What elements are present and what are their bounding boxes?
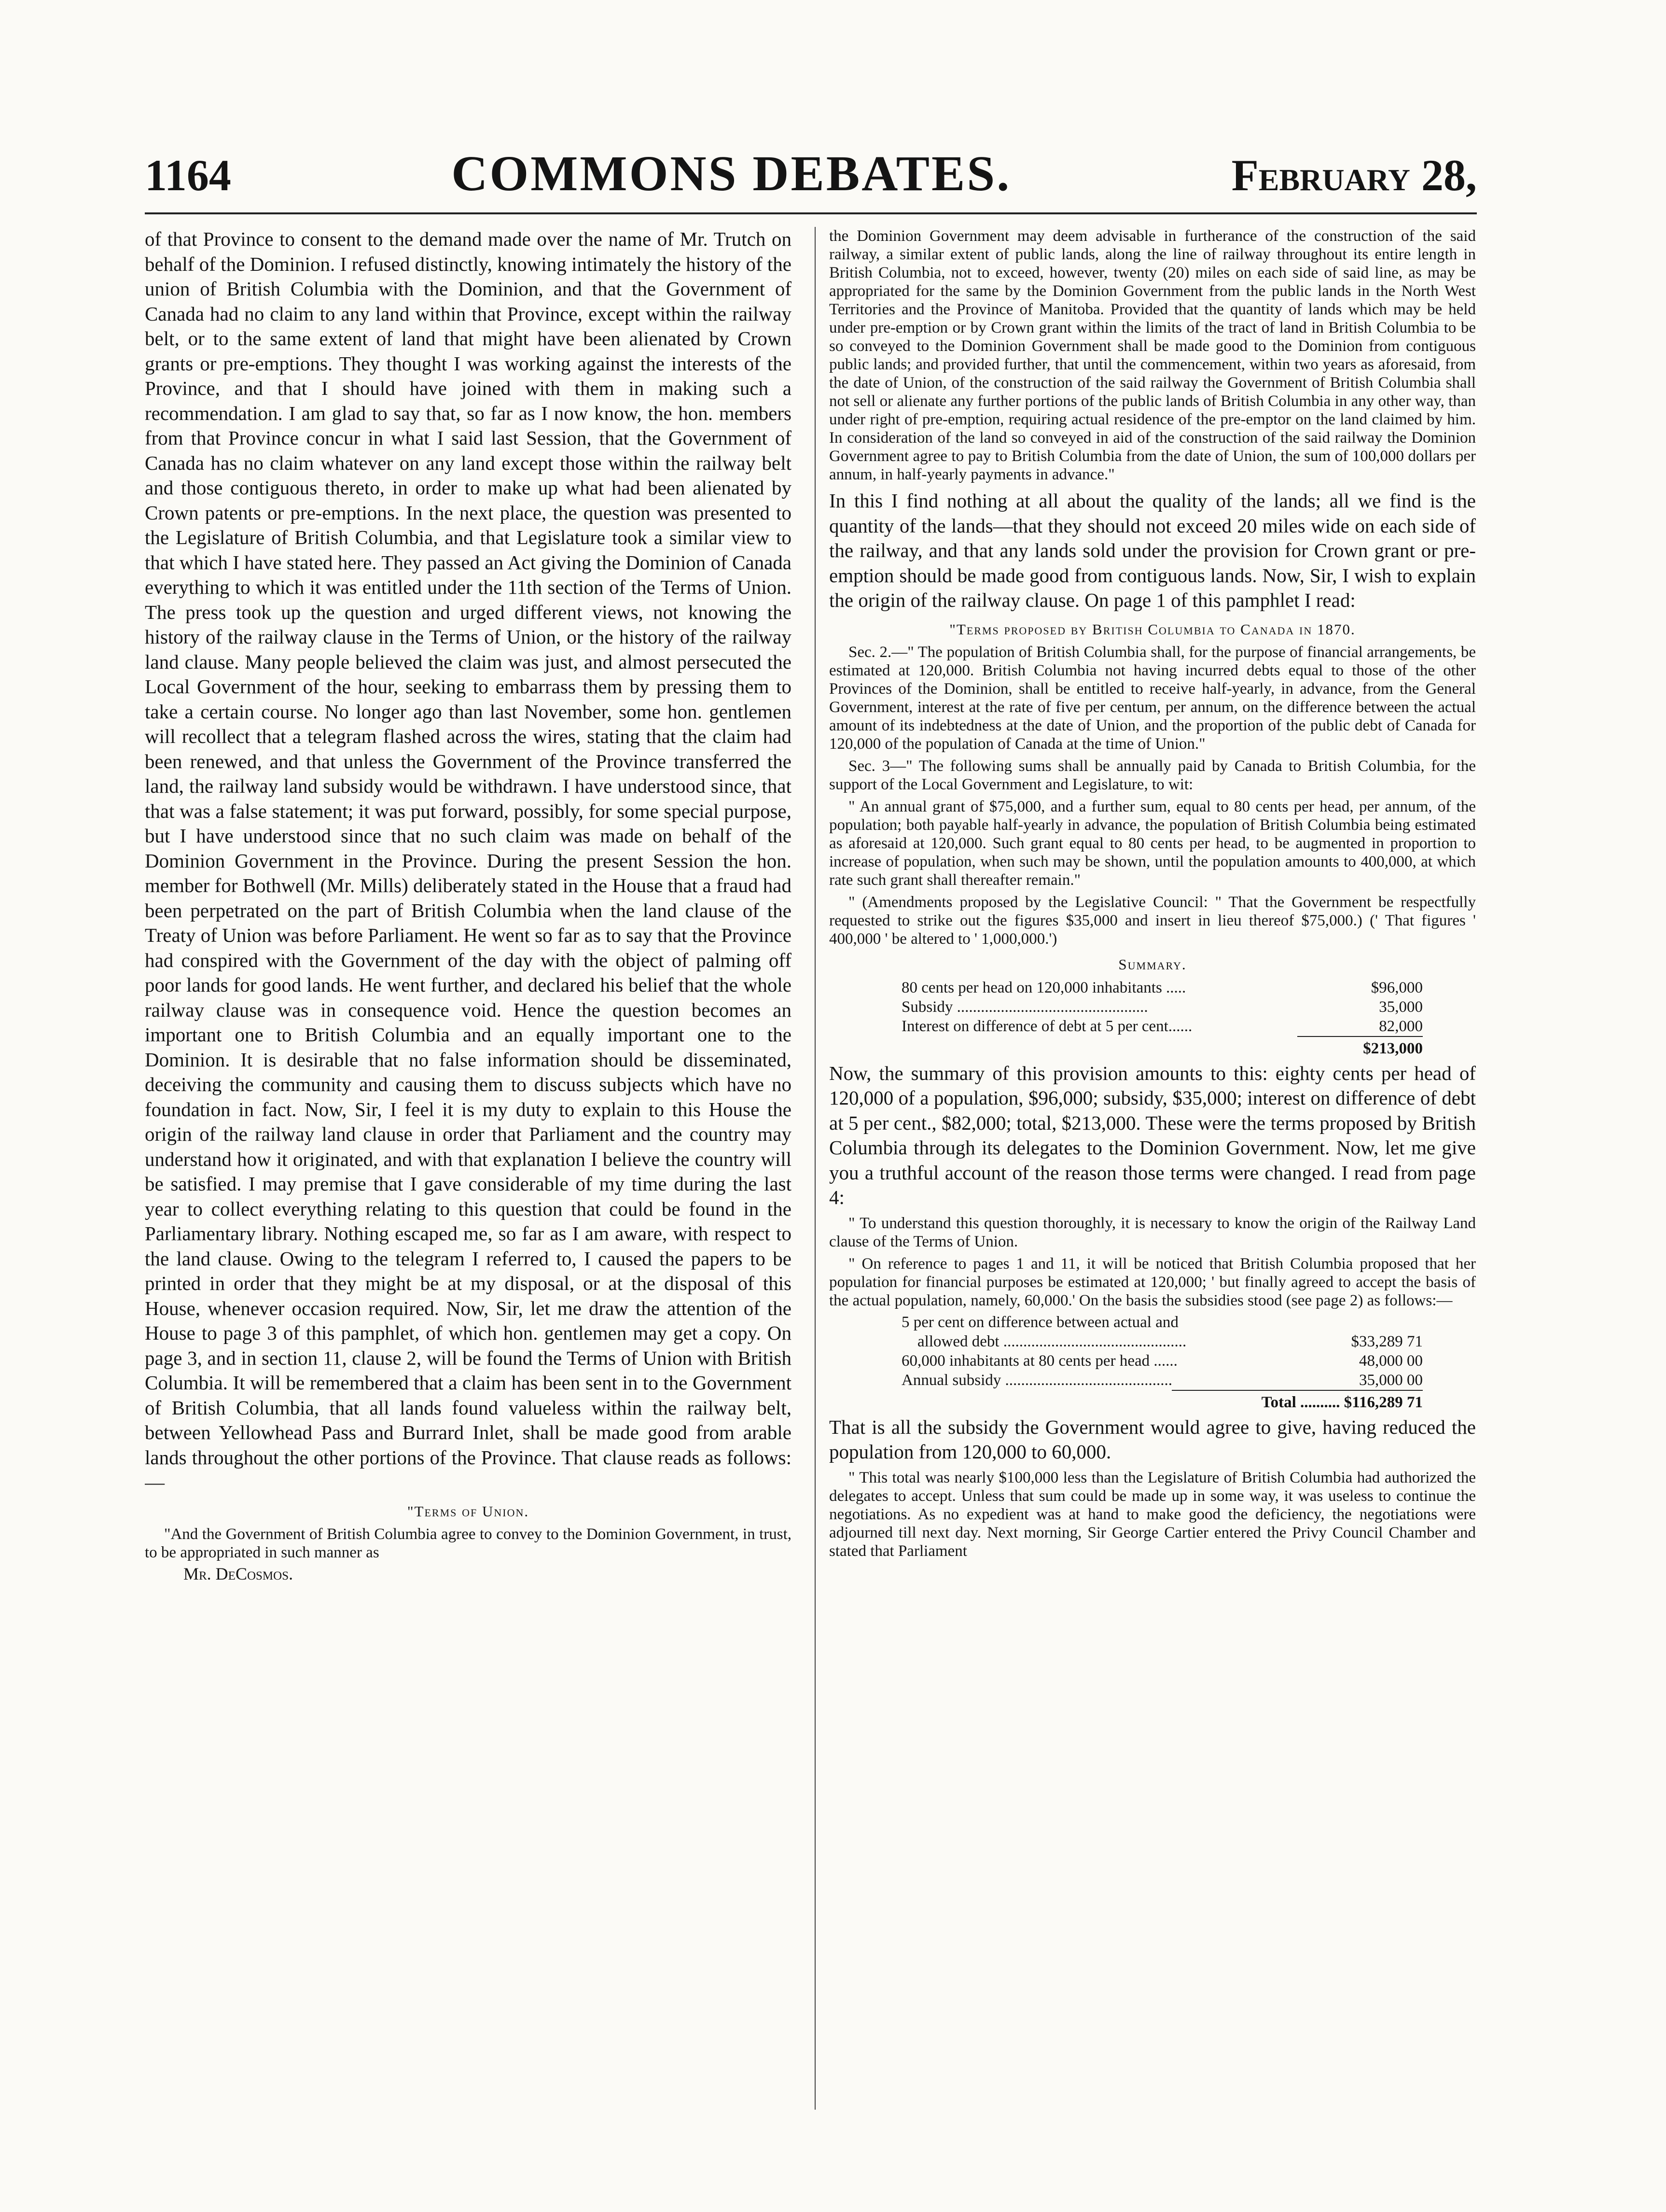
left-column — [145, 227, 791, 2110]
section-heading: "Terms of Union. — [407, 1502, 529, 1520]
quoted-text: "And the Government of British Columbia agree to convey to the Dominion Government, in trust, to be appropriated in such manner as — [145, 1525, 791, 1561]
table-row — [902, 978, 1423, 997]
section-heading: "Terms proposed by British Columbia to Canada in 1870. — [949, 620, 1356, 638]
quoted-text: " This total was nearly $100,000 less than the Legislature of British Columbia had authorized the delegates to accept. Unless that sum could be made up in some way, it was useless to continue the negotiations. As no expedient was at hand to make good the deficiency, the negotiations were adjourned till next day. Next morning, Sir George Cartier entered the Privy Council Chamber and stated that Parliament — [829, 1469, 1476, 1560]
row-label: 60,000 inhabitants at 80 cents per head ...... — [902, 1352, 1178, 1370]
page-date: February 28, — [1231, 151, 1477, 200]
table-row — [902, 1017, 1423, 1036]
row-amount: 35,000 — [1379, 998, 1423, 1016]
summary-table — [902, 978, 1423, 1058]
quoted-text: " On reference to pages 1 and 11, it will be noticed that British Columbia proposed that her population for financial purposes be estimated at 120,000; ' but finally agreed to accept the basis of the actual population, namely, 60,000.' On the basis the subsidies stood (see page 2) as follows:— — [829, 1255, 1476, 1309]
body-paragraph: That is all the subsidy the Government would agree to give, having reduced the population from 120,000 to 60,000. — [829, 1415, 1476, 1463]
speaker-name: Mr. DeCosmos. — [183, 1564, 293, 1583]
summary-total: $213,000 — [1297, 1036, 1423, 1058]
column-divider — [815, 227, 816, 2110]
row-amount: $96,000 — [1371, 979, 1423, 996]
page-title: COMMONS DEBATES. — [451, 146, 1012, 201]
row-amount: 48,000 00 — [1359, 1352, 1423, 1370]
row-label: 80 cents per head on 120,000 inhabitants ..... — [902, 979, 1186, 996]
body-paragraph: Now, the summary of this provision amounts to this: eighty cents per head of 120,000 of a population, $96,000; subsidy, $35,000; interest on difference of debt at 5 per cent., $82,000; total, $213,000. These were the terms proposed by British Columbia through its delegates to the Dominion Government. Now, let me give you a truthful account of the reason those terms were changed. I read from page 4: — [829, 1062, 1476, 1208]
row-amount: 82,000 — [1379, 1017, 1423, 1035]
table-row — [902, 997, 1423, 1017]
row-label: Interest on difference of debt at 5 per cent...... — [902, 1017, 1193, 1035]
subsidy-table — [902, 1313, 1423, 1412]
row-amount: $33,289 71 — [1351, 1332, 1423, 1350]
row-label: allowed debt .............................................. — [902, 1332, 1187, 1350]
row-label: Annual subsidy .......................................... — [902, 1371, 1172, 1389]
table-row — [902, 1371, 1423, 1390]
quoted-text: " An annual grant of $75,000, and a further sum, equal to 80 cents per head, per annum, of the population; both payable half-yearly in advance, the population of British Columbia being estimated as aforesaid at 120,000. Such grant equal to 80 cents per head, to be augmented in proportion to increase of population, when such may be shown, until the population amounts to 400,000, at which rate such grant shall thereafter remain." — [829, 798, 1476, 889]
table-row — [902, 1351, 1423, 1371]
quoted-text: Sec. 3—" The following sums shall be annually paid by Canada to British Columbia, for the support of the Local Government and Legislature, to wit: — [829, 757, 1476, 793]
header-rule — [145, 212, 1477, 214]
subsidy-total: Total .......... $116,289 71 — [1172, 1390, 1423, 1412]
page-number: 1164 — [145, 151, 231, 200]
quoted-text: Sec. 2.—" The population of British Columbia shall, for the purpose of financial arrangements, be estimated at 120,000. British Columbia not having incurred debts equal to those of the other Provinces of the Dominion, shall be entitled to receive half-yearly, in advance, from the General Government, interest at the rate of five per centum, per annum, on the difference between the actual amount of its indebtedness at the date of Union, and the proportion of the public debt of Canada for 120,000 of the population of Canada at the time of Union." — [829, 643, 1476, 753]
body-paragraph: In this I find nothing at all about the quality of the lands; all we find is the quantity of the lands—that they should not exceed 20 miles wide on each side of the railway, and that any lands sold under the provision for Crown grant or pre-emption should be made good from contiguous lands. Now, Sir, I wish to explain the origin of the railway clause. On page 1 of this pamphlet I read: — [829, 490, 1476, 611]
quoted-text: " (Amendments proposed by the Legislative Council: " That the Government be respectfully requested to strike out the figures $35,000 and insert in lieu thereof $75,000.) (' That figures ' 400,000 ' be altered to ' 1,000,000.') — [829, 893, 1476, 948]
row-amount: 35,000 00 — [1359, 1371, 1423, 1389]
page-header — [145, 145, 1477, 203]
table-row — [902, 1313, 1423, 1332]
body-paragraph: of that Province to consent to the demand made over the name of Mr. Trutch on behalf of the Dominion. I refused distinctly, knowing intimately the history of the union of British Columbia with the Dominion, and that the Government of Canada had no claim to any land within that Province, except within the railway belt, or to the same extent of land that might have been alienated by Crown grants or pre-emptions. They thought I was working against the interests of the Province, and that I should have joined with them in making such a recommendation. I am glad to say that, so far as I now know, the hon. members from that Province concur in what I said last Session, that the Government of Canada has no claim whatever on any land except those within the railway belt and those contiguous thereto, in order to make up what had been alienated by Crown patents or pre-emptions. In the next place, the question was presented to the Legislature of British Columbia, and that Legislature took a similar view to that which I have stated here. They passed an Act giving the Dominion of Canada everything to which it was entitled under the 11th section of the Terms of Union. The press took up the question and urged different views, not knowing the history of the railway clause in the Terms of Union, or the history of the railway land clause. Many people believed the claim was just, and almost persecuted the Local Government of the hour, seeking to embarrass them by pressing them to take a certain course. No longer ago than last November, some hon. gentlemen will recollect that a telegram flashed across the wires, stating that the claim had been renewed, and that unless the Government of the Province transferred the land, the railway land subsidy would be withdrawn. I have understood since, that that was a false statement; it was put forward, possibly, for some special purpose, but I have understood since that no such claim was made on behalf of the Dominion Government in the Province. During the present Session the hon. member for Bothwell (Mr. Mills) deliberately stated in the House that a fraud had been perpetrated on the part of British Columbia when the land clause of the Treaty of Union was before Parliament. He went so far as to say that the Province had conspired with the Government of the day with the object of palming off poor lands for good lands. He went further, and declared his belief that the whole railway clause was in consequence void. Hence the question becomes an important one to British Columbia and an equally important one to the Dominion. It is desirable that no false information should be disseminated, deceiving the community and causing them to discuss subjects which have no foundation in fact. Now, Sir, I feel it is my duty to explain to this House the origin of the railway land clause in order that Parliament and the country may understand how it originated, and with that explanation I believe the country will be satisfied. I may premise that I gave considerable of my time during the last year to collect everything relating to this question that could be found in the Parliamentary library. Nothing escaped me, so far as I am aware, with respect to the land clause. Owing to the telegram I referred to, I caused the papers to be printed in order that they might be at my disposal, or at the disposal of this House, whenever occasion required. Now, Sir, let me draw the attention of the House to page 3 of this pamphlet, of which hon. gentlemen may get a copy. On page 3, and in section 11, clause 2, will be found the Terms of Union with British Columbia. It will be remembered that a claim has been sent in to the Government of British Columbia, that all lands found valueless within the railway belt, between Yellowhead Pass and Burrard Inlet, shall be made good from arable lands throughout the other portions of the Province. That clause reads as follows:— — [145, 228, 791, 1493]
row-label: Subsidy ................................................ — [902, 998, 1148, 1016]
table-row — [902, 1332, 1423, 1351]
summary-heading: Summary. — [1118, 955, 1187, 973]
row-label: 5 per cent on difference between actual and — [902, 1313, 1179, 1331]
quoted-text: the Dominion Government may deem advisable in furtherance of the construction of the said railway, a similar extent of public lands, along the line of railway throughout its entire length in British Columbia, not to exceed, however, twenty (20) miles on each side of said line, as may be appropriated for the same by the Dominion Government from the public lands in the North West Territories and the Province of Manitoba. Provided that the quantity of lands which may be held under pre-emption or by Crown grant within the limits of the tract of land in British Columbia to be so conveyed to the Dominion Government shall be made good to the Dominion from contiguous public lands; and provided further, that until the commencement, within two years as aforesaid, from the date of Union, of the construction of the said railway the Government of British Columbia shall not sell or alienate any further portions of the public lands of British Columbia in any other way, than under right of pre-emption, requiring actual residence of the pre-emptor on the land claimed by him. In consideration of the land so conveyed in aid of the construction of the said railway the Dominion Government agree to pay to British Columbia from the date of Union, the sum of 100,000 dollars per annum, in half-yearly payments in advance." — [829, 227, 1476, 483]
right-column — [829, 227, 1476, 2110]
quoted-text: " To understand this question thoroughly, it is necessary to know the origin of the Railway Land clause of the Terms of Union. — [829, 1214, 1476, 1250]
